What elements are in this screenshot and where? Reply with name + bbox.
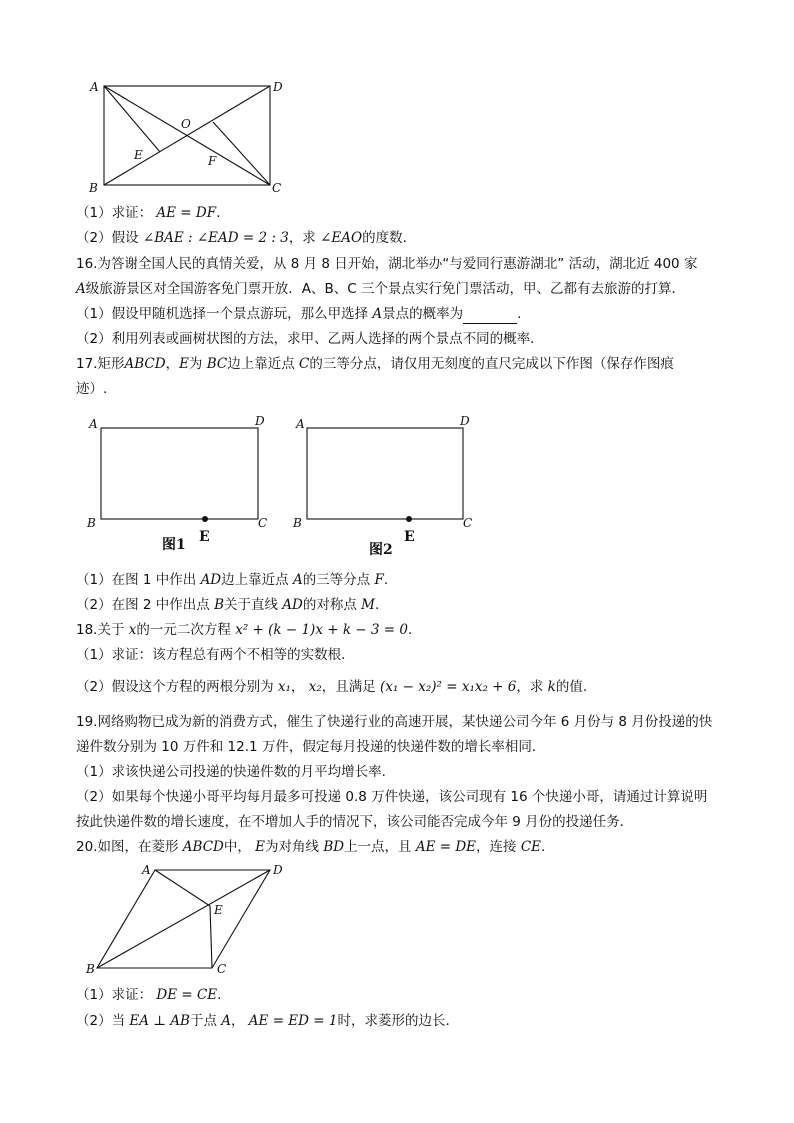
figure-1-rectangle	[84, 412, 274, 562]
point-label-o: O	[181, 117, 191, 131]
fig2-label-a: A	[296, 417, 305, 431]
q17-stem-line1: 17.矩形ABCD，E为 BC边上靠近点 C的三等分点，请仅用无刻度的直尺完成以下作图（保存作图痕	[76, 356, 674, 372]
q19-part2-line2: 按此快递件数的增长速度，在不增加人手的情况下，该公司能否完成今年 9 月份的投递任务．	[76, 814, 634, 830]
fig2-label-e: E	[404, 529, 415, 545]
q15-part2: （2）假设 ∠BAE : ∠EAD = 2 : 3，求 ∠EAO的度数.	[76, 230, 407, 246]
q15-part1: （1）求证： AE = DF.	[76, 205, 221, 221]
q20-stem: 20.如图，在菱形 ABCD中， E为对角线 BD上一点，且 AE = DE，连接 CE.	[76, 839, 546, 855]
rhombus-figure	[84, 860, 294, 980]
q18-part1: （1）求证：该方程总有两个不相等的实数根．	[76, 647, 355, 663]
answer-blank[interactable]	[463, 309, 517, 324]
fig2-label-c: C	[463, 516, 473, 530]
q16-stem-line2: A级旅游景区对全国游客免门票开放．A、B、C 三个景点实行免门票活动，甲、乙都有去旅游的打算．	[76, 281, 685, 297]
q17-stem-line2: 迹）.	[76, 381, 108, 397]
vertex-label-b: B	[89, 181, 98, 195]
q20-part2: （2）当 EA ⊥ AB于点 A， AE = ED = 1时，求菱形的边长.	[76, 1013, 450, 1029]
q19-part2-line1: （2）如果每个快递小哥平均每月最多可投递 0.8 万件快递，该公司现有 16 个快递小哥，请通过计算说明	[76, 789, 708, 805]
rhombus-label-a: A	[142, 863, 151, 877]
fig1-label-b: B	[87, 516, 96, 530]
fig2-label-b: B	[293, 516, 302, 530]
rhombus-label-e: E	[214, 903, 223, 917]
q16-part2: （2）利用列表或画树状图的方法，求甲、乙两人选择的两个景点不同的概率．	[76, 331, 544, 347]
fig2-label-d: D	[460, 414, 470, 428]
q17-part2: （2）在图 2 中作出点 B关于直线 AD的对称点 M.	[76, 597, 380, 613]
fig1-label-e: E	[199, 529, 210, 545]
point-label-f: F	[208, 154, 217, 168]
q18-part2: （2）假设这个方程的两根分别为 x₁， x₂，且满足 (x₁ − x₂)² = x₁x₂ + 6，求 k的值.	[76, 679, 588, 695]
rectangle-figure-top	[85, 78, 295, 196]
fig2-caption: 图2	[369, 542, 393, 558]
rhombus-label-c: C	[217, 962, 227, 976]
point-label-e: E	[134, 148, 143, 162]
q18-stem: 18.关于 x的一元二次方程 x² + (k − 1)x + k − 3 = 0.	[76, 622, 413, 638]
vertex-label-d: D	[273, 80, 283, 94]
fig1-label-c: C	[258, 516, 268, 530]
vertex-label-c: C	[272, 181, 282, 195]
figure-2-rectangle	[290, 412, 480, 562]
rhombus-label-d: D	[273, 863, 283, 877]
q16-stem-line1: 16.为答谢全国人民的真情关爱，从 8 月 8 日开始，湖北举办“与爱同行惠游湖北” 活动，湖北近 400 家	[76, 256, 698, 272]
fig1-caption: 图1	[162, 537, 186, 553]
q19-stem-line1: 19.网络购物已成为新的消费方式，催生了快递行业的高速开展，某快递公司今年 6 月份与 8 月份投递的快	[76, 714, 713, 730]
q17-part1: （1）在图 1 中作出 AD边上靠近点 A的三等分点 F.	[76, 572, 389, 588]
q20-part1: （1）求证： DE = CE.	[76, 987, 222, 1003]
vertex-label-a: A	[90, 80, 99, 94]
q19-stem-line2: 递件数分别为 10 万件和 12.1 万件，假定每月投递的快递件数的增长率相同．	[76, 739, 546, 755]
rhombus-label-b: B	[86, 962, 95, 976]
q16-part1: （1）假设甲随机选择一个景点游玩，那么甲选择 A景点的概率为 .	[76, 306, 522, 322]
fig1-label-a: A	[89, 417, 98, 431]
fig1-label-d: D	[255, 414, 265, 428]
q19-part1: （1）求该快递公司投递的快递件数的月平均增长率．	[76, 764, 396, 780]
